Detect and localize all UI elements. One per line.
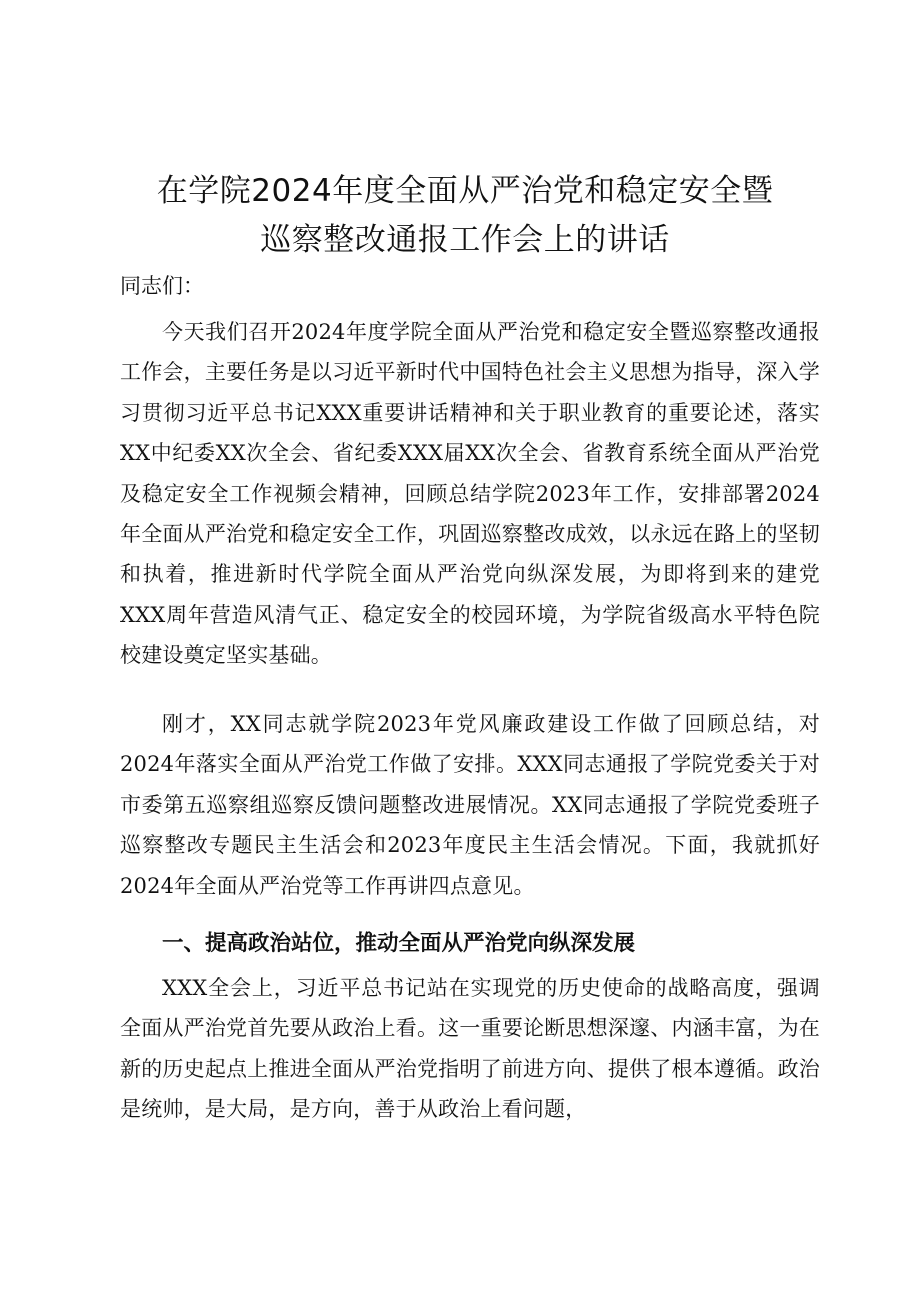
paragraph-2: 刚才，XX同志就学院2023年党风廉政建设工作做了回顾总结，对2024年落实全面从严治党工作做了安排。XXX同志通报了学院党委关于对市委第五巡察组巡察反馈问题整改进展情况。XX同志通报了学院党委班子巡察整改专题民主生活会和2023年度民主生活会情况。下面，我就抓好2024年全面从严治党等工作再讲四点意见。 <box>120 712 820 898</box>
section-heading-1: 一、提高政治站位，推动全面从严治党向纵深发展 <box>162 931 636 956</box>
document-title-line-2: 巡察整改通报工作会上的讲话 <box>260 222 670 258</box>
paragraph-3: XXX全会上，习近平总书记站在实现党的历史使命的战略高度，强调全面从严治党首先要从政治上看。这一重要论断思想深邃、内涵丰富，为在新的历史起点上推进全面从严治党指明了前进方向、提供了根本遵循。政治是统帅，是大局，是方向，善于从政治上看问题， <box>120 976 820 1122</box>
document-title-line-1: 在学院2024年度全面从严治党和稳定安全暨 <box>156 173 774 209</box>
paragraph-1: 今天我们召开2024年度学院全面从严治党和稳定安全暨巡察整改通报工作会，主要任务是以习近平新时代中国特色社会主义思想为指导，深入学习贯彻习近平总书记XXX重要讲话精神和关于职业教育的重要论述，落实XX中纪委XX次全会、省纪委XXX届XX次全会、省教育系统全面从严治党及稳定安全工作视频会精神，回顾总结学院2023年工作，安排部署2024年全面从严治党和稳定安全工作，巩固巡察整改成效，以永远在路上的坚韧和执着，推进新时代学院全面从严治党向纵深发展，为即将到来的建党XXX周年营造风清气正、稳定安全的校园环境，为学院省级高水平特色院校建设奠定坚实基础。 <box>120 320 820 668</box>
greeting: 同志们： <box>120 274 204 298</box>
